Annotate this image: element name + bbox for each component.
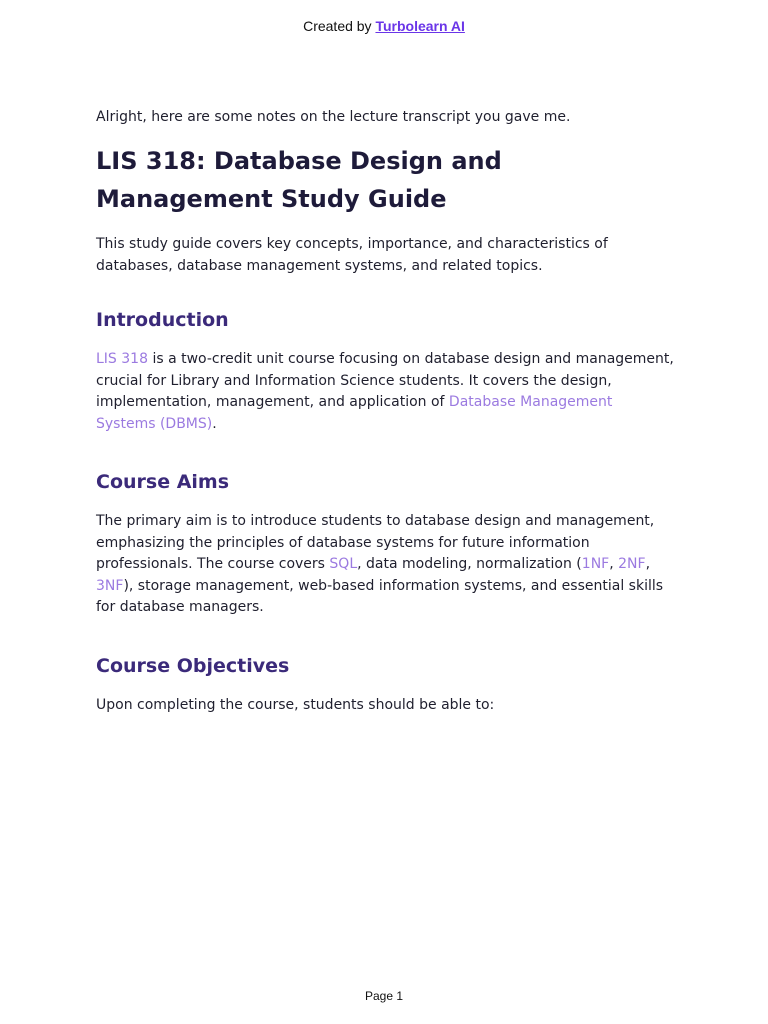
introduction-text-1: is a two-credit unit course focusing on database design and management, crucial for Library and Information Science students. It covers the design, implementation, management, and application of — [96, 351, 674, 410]
2nf-link[interactable]: 2NF — [618, 556, 646, 572]
document-body — [96, 106, 676, 716]
aims-separator-2: , — [645, 556, 651, 572]
page-title: LIS 318: Database Design and Management Study Guide — [96, 147, 502, 213]
intro-line: Alright, here are some notes on the lecture transcript you gave me. — [96, 109, 571, 125]
1nf-link[interactable]: 1NF — [581, 556, 610, 572]
lis-318-link[interactable]: LIS 318 — [96, 351, 148, 367]
summary-paragraph: This study guide covers key concepts, importance, and characteristics of databases, database management systems, and related topics. — [96, 236, 608, 274]
introduction-paragraph — [96, 349, 676, 435]
introduction-text-2: . — [212, 415, 217, 432]
introduction-heading: Introduction — [96, 309, 229, 331]
3nf-link[interactable]: 3NF — [96, 577, 124, 594]
created-by-text: Created by — [303, 18, 376, 34]
course-aims-heading: Course Aims — [96, 471, 230, 493]
aims-separator-1: , — [609, 556, 619, 572]
dbms-link[interactable]: Database Management Systems (DBMS) — [96, 394, 613, 432]
aims-text-2: , data modeling, normalization ( — [357, 556, 582, 572]
aims-text-1: The primary aim is to introduce students to database design and management, emphasizing the principles of database systems for future information professionals. The course covers — [96, 513, 655, 572]
course-aims-paragraph — [96, 511, 676, 619]
course-objectives-paragraph: Upon completing the course, students should be able to: — [96, 696, 495, 713]
aims-text-3: ), storage management, web-based information systems, and essential skills for database managers. — [96, 577, 664, 615]
sql-link[interactable]: SQL — [329, 556, 358, 572]
created-by-header — [0, 18, 768, 34]
turbolearn-link[interactable]: Turbolearn AI — [375, 18, 465, 34]
course-objectives-heading: Course Objectives — [96, 654, 290, 677]
page-number: Page 1 — [364, 989, 404, 1003]
